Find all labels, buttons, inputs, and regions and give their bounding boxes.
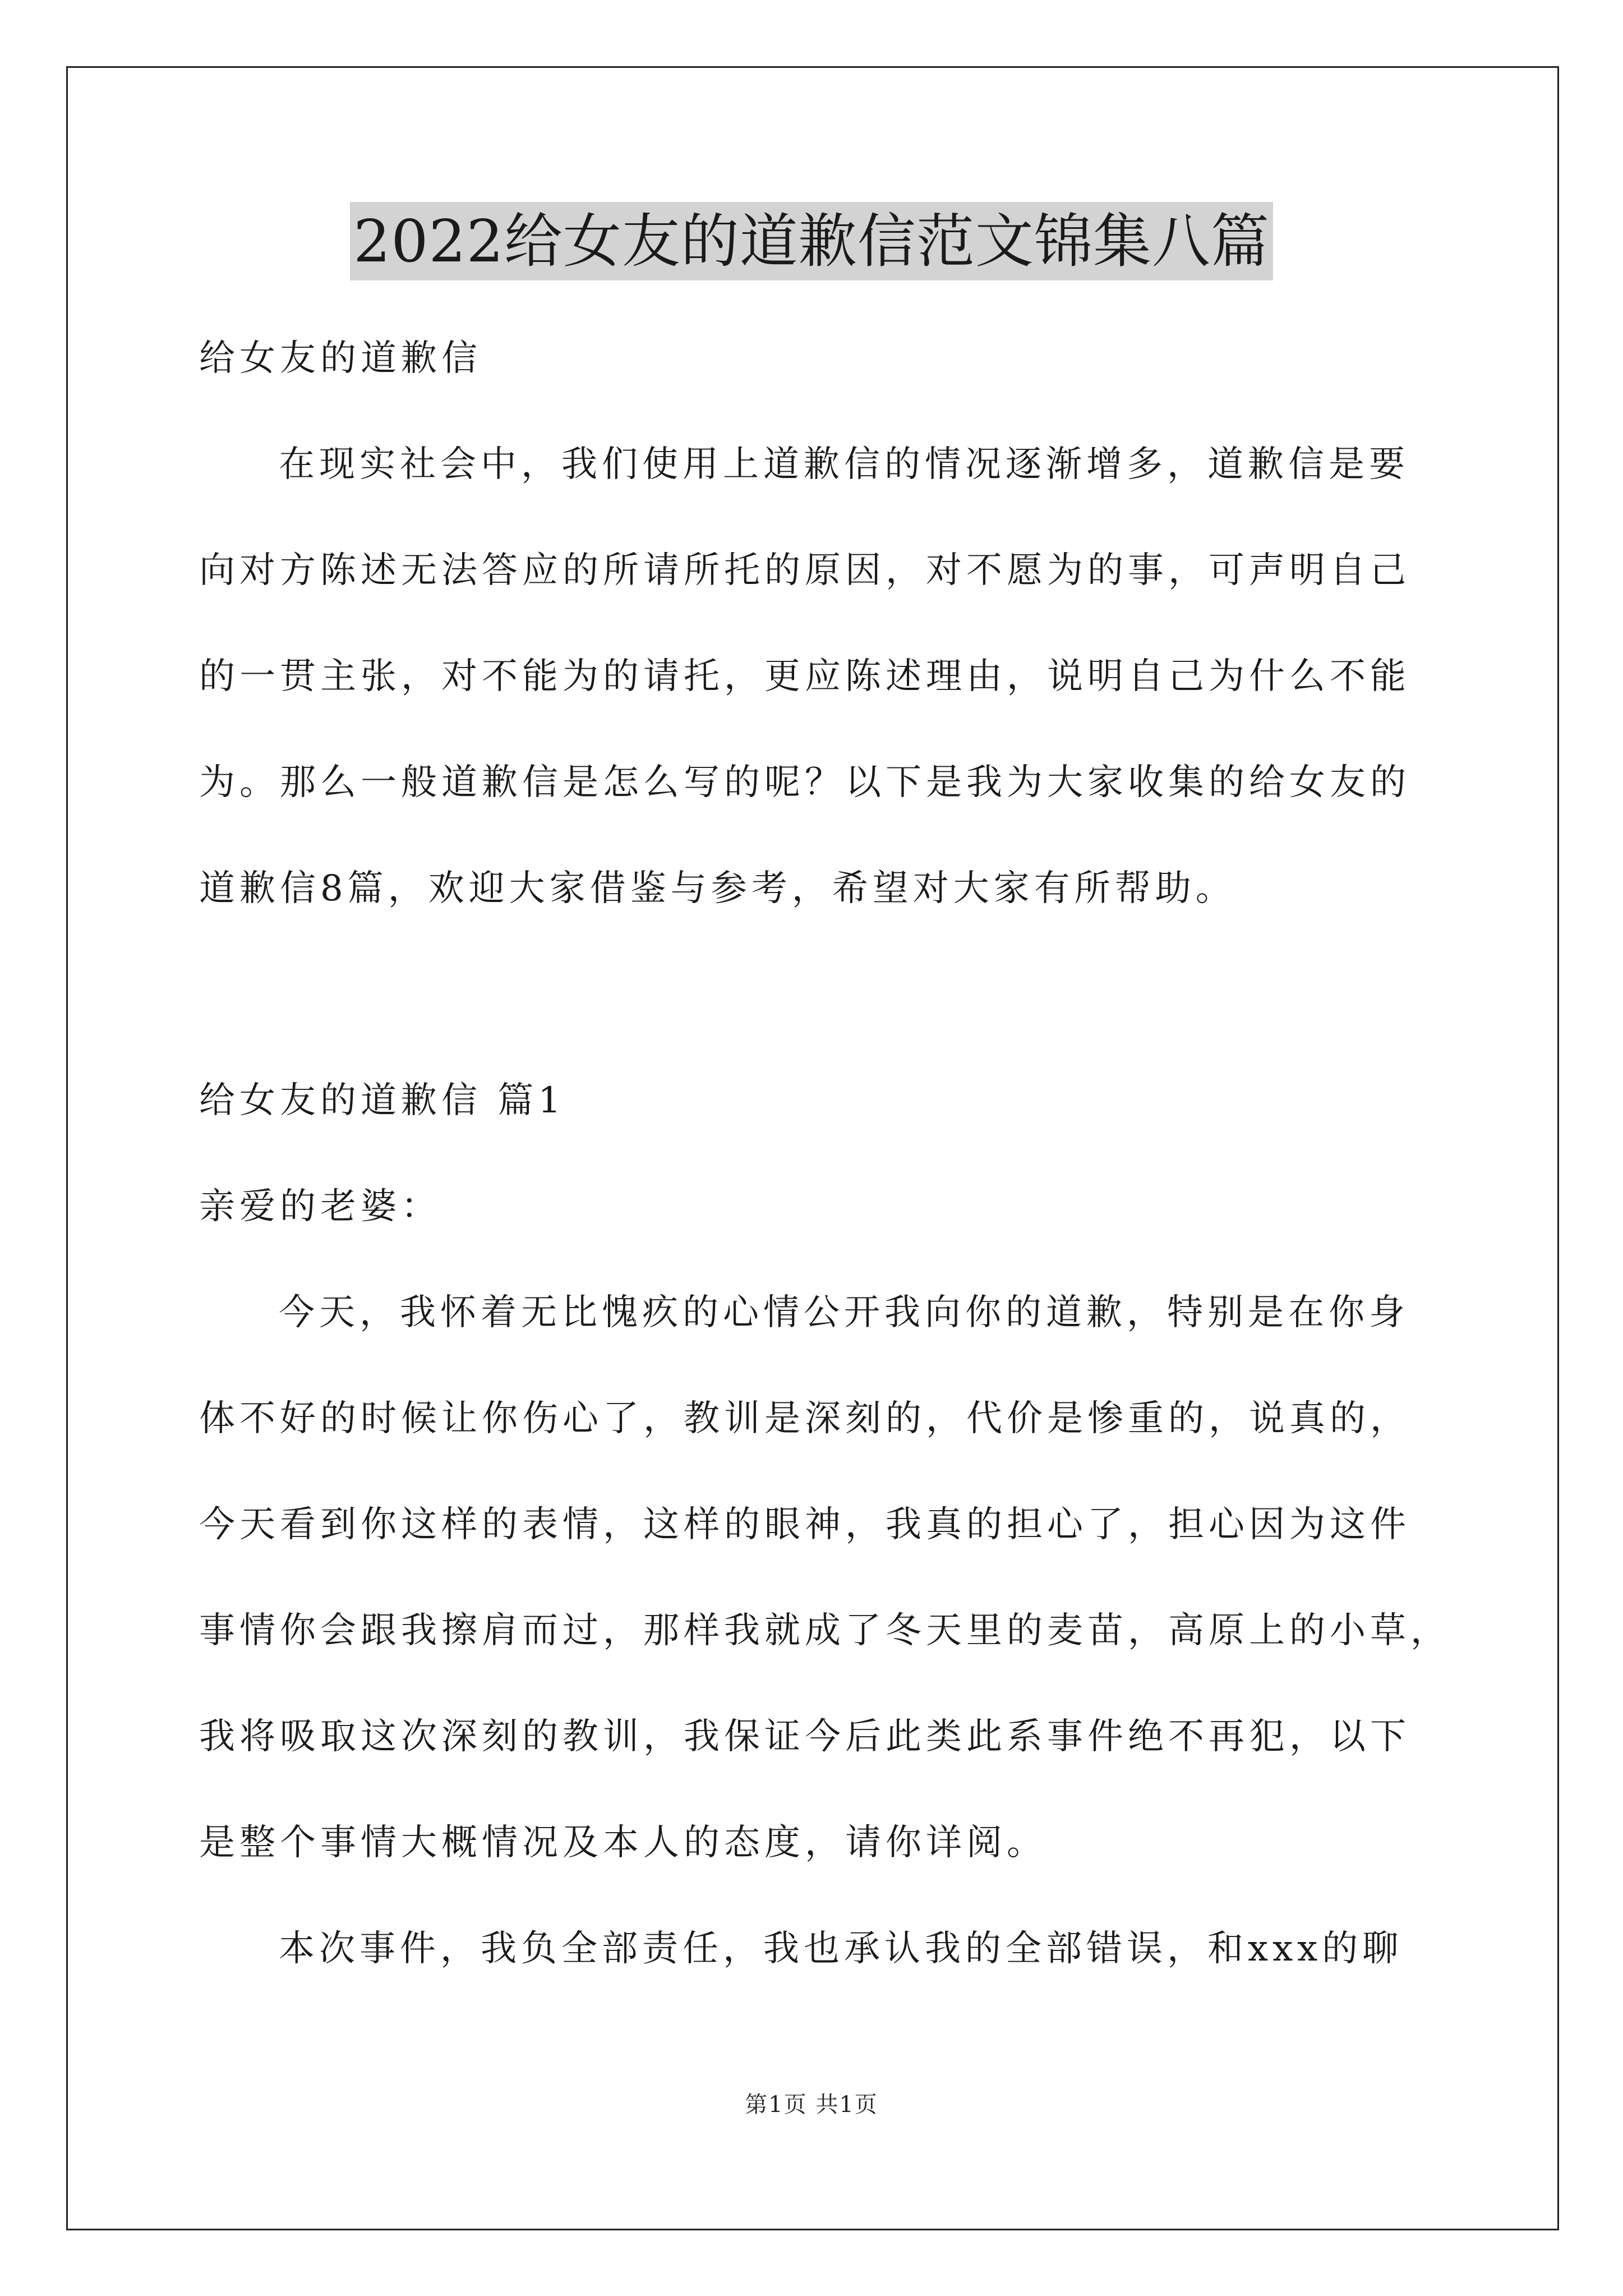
page-footer: 第1页 共1页 [745,2092,878,2118]
document-body [199,306,1461,2002]
paragraph-line: 事情你会跟我擦肩而过，那样我就成了冬天里的麦苗，高原上的小草， [199,1610,1451,1651]
paragraph-line: 体不好的时候让你伤心了，教训是深刻的，代价是惨重的，说真的， [199,1398,1410,1439]
intro-line: 道歉信8篇，欢迎大家借鉴与参考，希望对大家有所帮助。 [199,868,1236,909]
paragraph-gap [199,942,1461,1048]
salutation: 亲爱的老婆： [199,1186,441,1227]
intro-line: 的一贯主张，对不能为的请托，更应陈述理由，说明自己为什么不能 [199,656,1410,697]
paragraph-line: 今天看到你这样的表情，这样的眼神，我真的担心了，担心因为这件 [199,1504,1410,1545]
intro-line: 向对方陈述无法答应的所请所托的原因，对不愿为的事，可声明自己 [199,550,1410,591]
paragraph-line: 本次事件，我负全部责任，我也承认我的全部错误，和xxx的聊 [279,1928,1403,1970]
paragraph-line: 是整个事情大概情况及本人的态度，请你详阅。 [199,1822,1047,1864]
paragraph-line: 今天，我怀着无比愧疚的心情公开我向你的道歉，特别是在你身 [279,1292,1409,1333]
intro-line: 在现实社会中，我们使用上道歉信的情况逐渐增多，道歉信是要 [279,444,1409,485]
paragraph-line: 我将吸取这次深刻的教训，我保证今后此类此系事件绝不再犯，以下 [199,1716,1410,1757]
intro-heading: 给女友的道歉信 [199,338,482,379]
title-container [0,202,1623,280]
intro-line: 为。那么一般道歉信是怎么写的呢？以下是我为大家收集的给女友的 [199,762,1410,803]
document-title: 2022给女友的道歉信范文锦集八篇 [350,202,1273,280]
section-heading: 给女友的道歉信 篇1 [199,1080,566,1121]
